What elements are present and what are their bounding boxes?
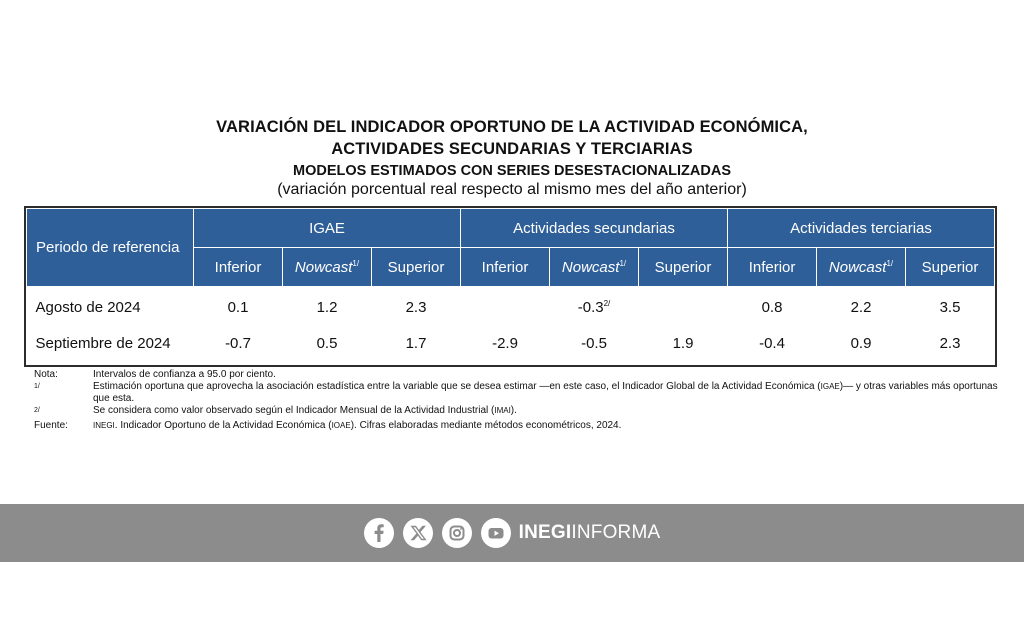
period-header: Periodo de referencia [27, 209, 194, 287]
col-superior: Superior [372, 248, 461, 287]
facebook-icon[interactable] [364, 518, 394, 548]
note-1: $^{1/}$ Estimación oportuna que aprovecha la asociación estadística entre la variable que se desea estimar —en este caso, el Indicador Global de la Actividad Económica (IGAE)— y otras variables más oportunas que esta. [34, 381, 998, 404]
table-cell: 0.5 [316, 335, 338, 352]
table-cell: -2.9 [492, 335, 518, 352]
col-inferior: Inferior [728, 248, 817, 287]
brand-logo-text: INEGIINFORMA [518, 522, 661, 543]
group-header-secundarias: Actividades secundarias [461, 209, 728, 248]
table-cell: 2.3 [939, 335, 961, 352]
table-cell: 1.7 [405, 335, 427, 352]
table-row [27, 325, 995, 363]
col-nowcast: Nowcast$^{1/}$ [550, 248, 639, 287]
title-line-1: VARIACIÓN DEL INDICADOR OPORTUNO DE LA ACTIVIDAD ECONÓMICA, [216, 118, 808, 136]
footnotes [34, 369, 1009, 432]
data-table-container [24, 206, 997, 367]
x-icon[interactable] [403, 518, 433, 548]
col-superior: Superior [906, 248, 995, 287]
table-cell: 0.9 [850, 335, 872, 352]
youtube-icon[interactable] [481, 518, 511, 548]
table-row [27, 287, 995, 325]
row-label: Septiembre de 2024 [35, 335, 171, 352]
row-label: Agosto de 2024 [35, 299, 141, 317]
table-cell: 2.3 [405, 299, 427, 317]
instagram-icon[interactable] [442, 518, 472, 548]
table-cell [461, 287, 550, 325]
note-nota: Nota: Intervalos de confianza a 95.0 por ciento. [34, 369, 276, 380]
note-fuente: Fuente: INEGI. Indicador Oportuno de la Actividad Económica (IOAE). Cifras elaboradas mediante métodos econométricos, 2024. [34, 420, 622, 432]
social-icons [364, 518, 511, 548]
col-nowcast: Nowcast$^{1/}$ [817, 248, 906, 287]
table-cell [639, 287, 728, 325]
table-cell: 0.1 [227, 299, 249, 317]
table-cell: 1.9 [672, 335, 694, 352]
col-nowcast: Nowcast$^{1/}$ [283, 248, 372, 287]
table-cell: -0.4 [759, 335, 785, 352]
group-header-terciarias: Actividades terciarias [728, 209, 995, 248]
table-cell: 3.5 [939, 299, 961, 317]
footer-bar [0, 504, 1024, 562]
title-line-2: ACTIVIDADES SECUNDARIAS Y TERCIARIAS [331, 140, 693, 158]
title-block [0, 116, 1024, 199]
table-cell: 1.2 [316, 299, 338, 317]
col-inferior: Inferior [461, 248, 550, 287]
table-cell: -0.5 [581, 335, 607, 352]
table-cell: $-0.3^{2/}$ [577, 299, 611, 317]
col-inferior: Inferior [194, 248, 283, 287]
data-table [26, 208, 995, 363]
table-cell: -0.7 [225, 335, 251, 352]
table-cell: 0.8 [761, 299, 783, 317]
table-cell: 2.2 [850, 299, 872, 317]
subtitle: MODELOS ESTIMADOS CON SERIES DESESTACIONALIZADAS [293, 163, 731, 179]
units-caption: (variación porcentual real respecto al mismo mes del año anterior) [277, 181, 747, 198]
note-2: $^{2/}$ Se considera como valor observado según el Indicador Mensual de la Actividad Industrial (IMAI). [34, 405, 517, 416]
col-superior: Superior [639, 248, 728, 287]
group-header-igae: IGAE [194, 209, 461, 248]
